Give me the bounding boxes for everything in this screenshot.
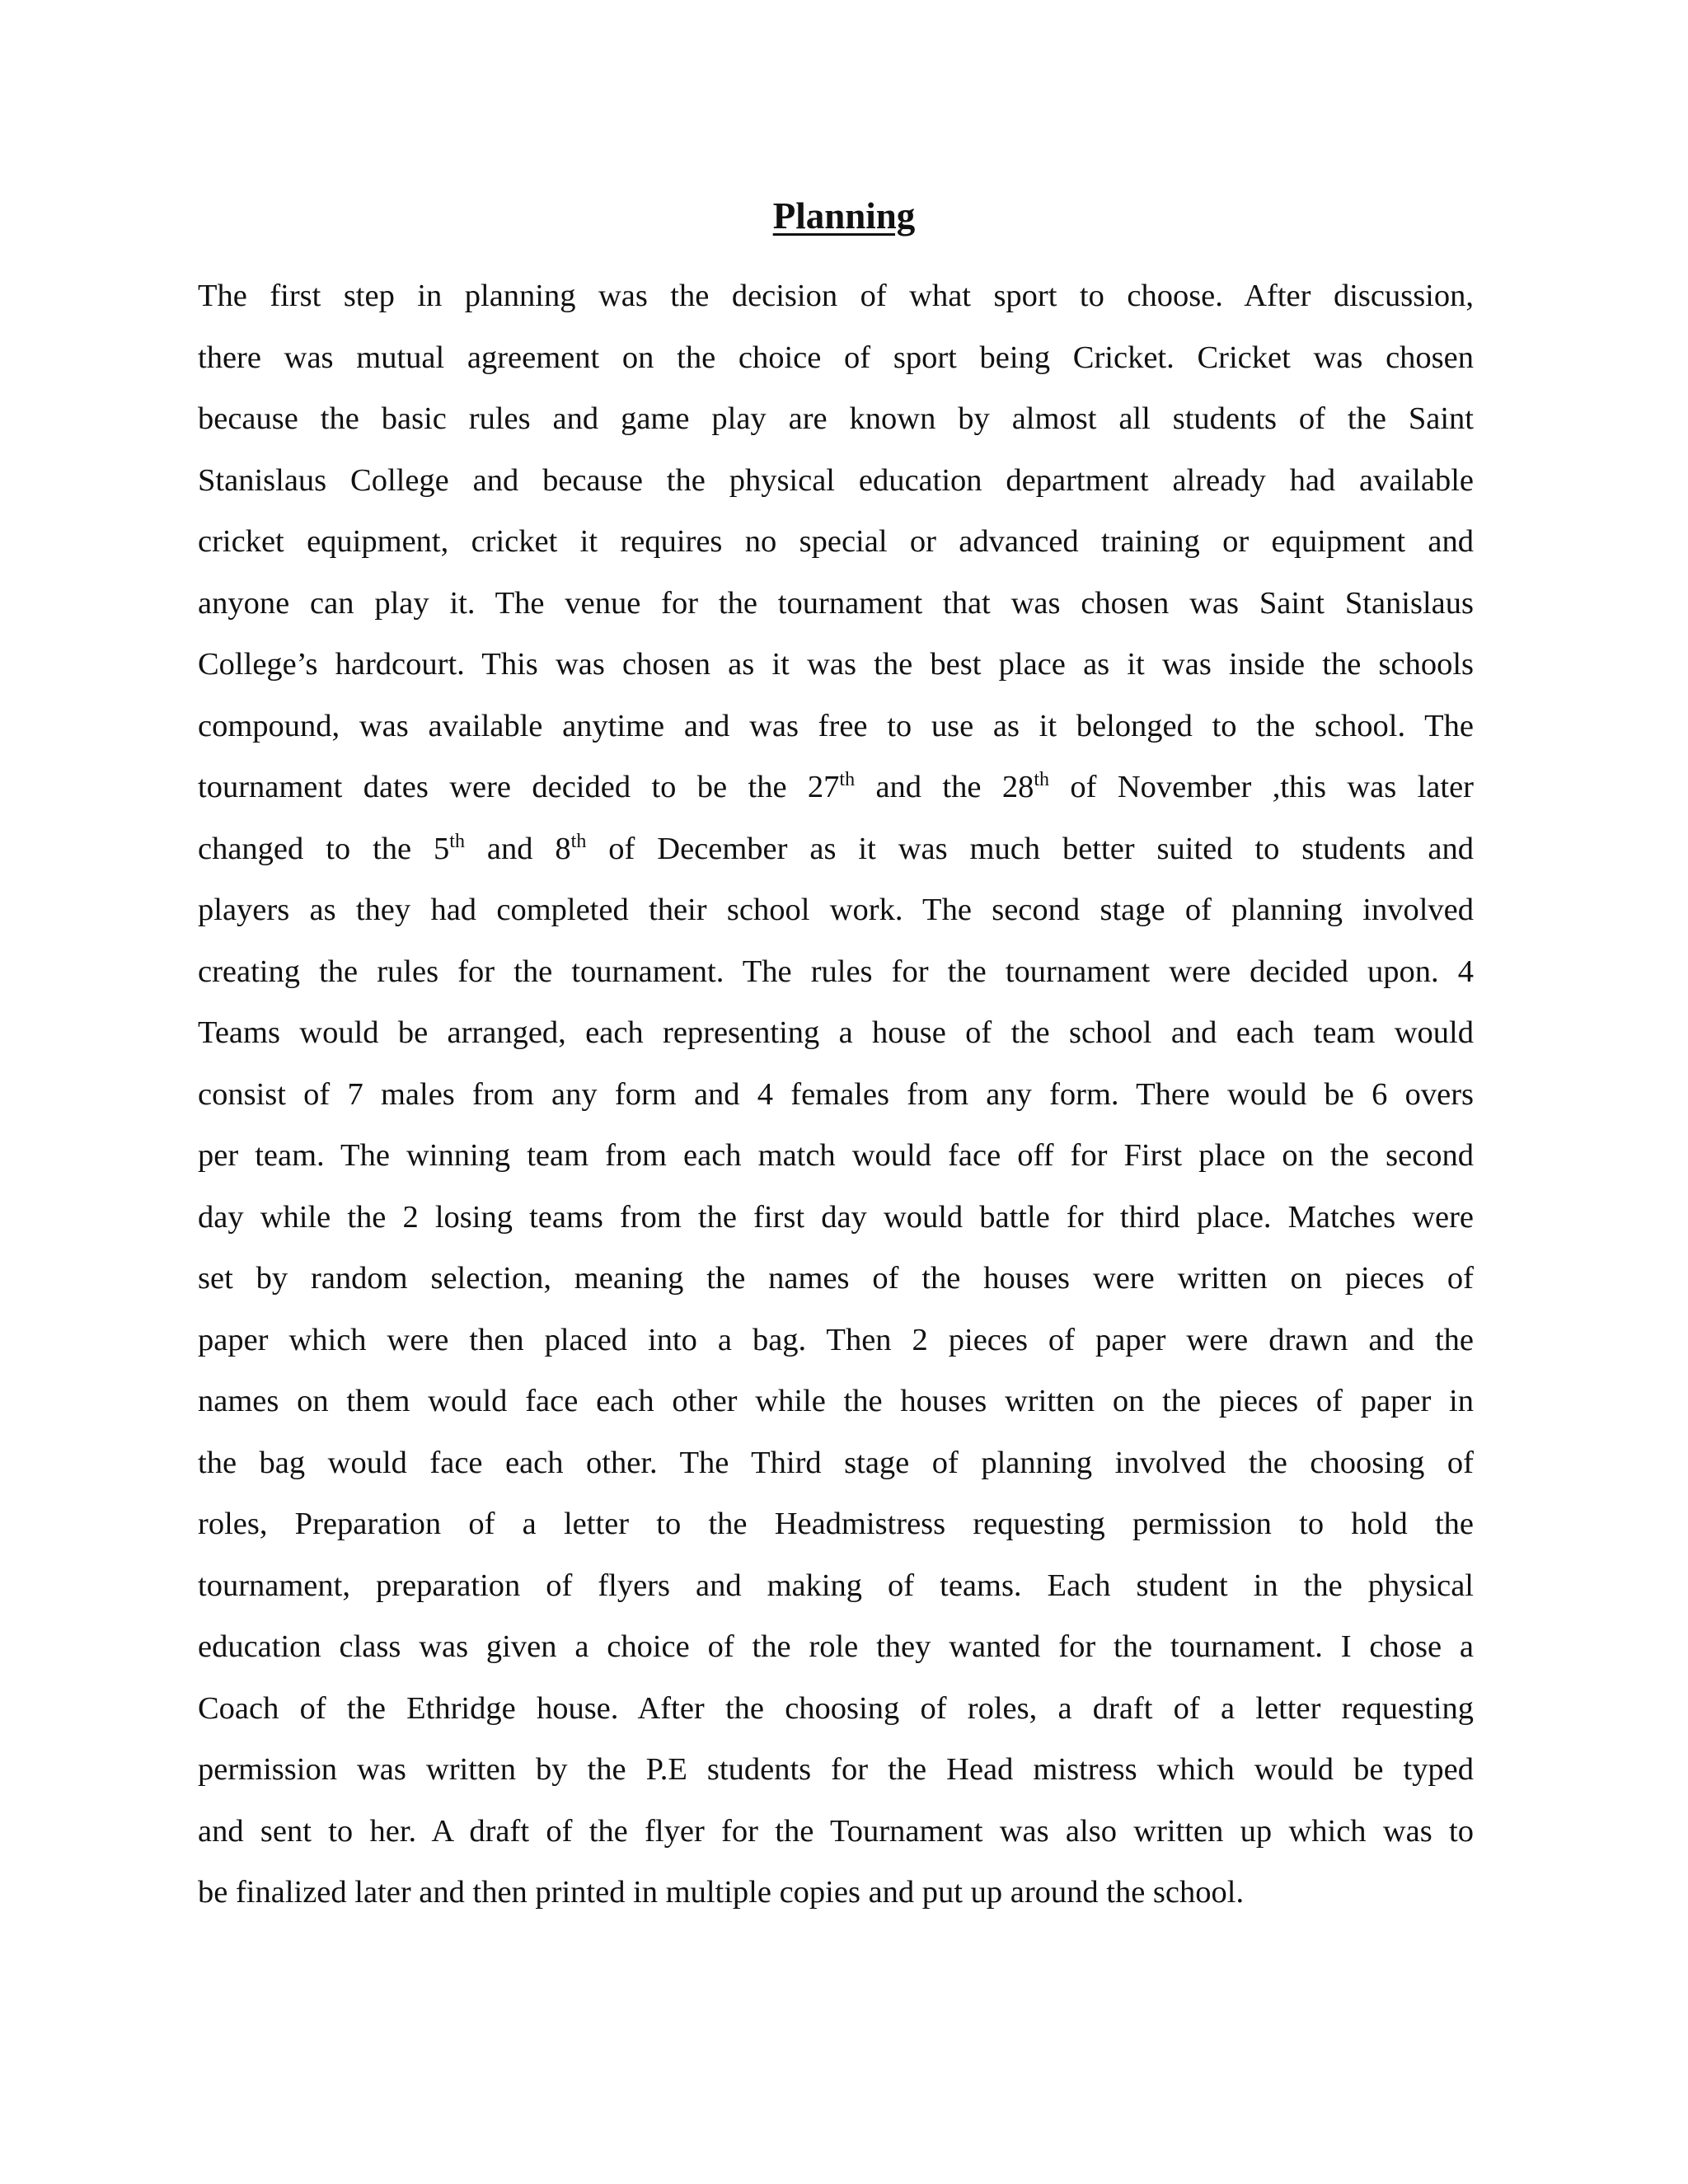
text-fragment: and 8 bbox=[464, 831, 571, 866]
text-fragment: and the 28 bbox=[855, 770, 1034, 804]
text-fragment: of November ,this was later bbox=[1049, 770, 1474, 804]
text-line: because the basic rules and game play are known by almost all students of the Saint bbox=[198, 401, 1474, 436]
text-line: anyone can play it. The venue for the tournament that was chosen was Saint Stanislaus bbox=[198, 585, 1474, 621]
text-line: there was mutual agreement on the choice of sport being Cricket. Cricket was chosen bbox=[198, 340, 1474, 375]
text-line: The first step in planning was the decision of what sport to choose. After discussion, bbox=[198, 279, 1474, 313]
text-line: paper which were then placed into a bag. Then 2 pieces of paper were drawn and the bbox=[198, 1322, 1474, 1357]
text-line-dates-changed bbox=[198, 818, 1474, 880]
text-fragment: tournament dates were decided to be the 27 bbox=[198, 770, 840, 804]
text-line: set by random selection, meaning the names of the houses were written on pieces of bbox=[198, 1261, 1474, 1296]
text-line: creating the rules for the tournament. The rules for the tournament were decided upon. 4 bbox=[198, 954, 1474, 989]
text-line: compound, was available anytime and was free to use as it belonged to the school. The bbox=[198, 708, 1474, 743]
text-line-last: be finalized later and then printed in multiple copies and put up around the school. bbox=[198, 1875, 1245, 1910]
text-line: per team. The winning team from each match would face off for First place on the second bbox=[198, 1138, 1474, 1173]
text-fragment: changed to the 5 bbox=[198, 831, 450, 866]
text-line: College’s hardcourt. This was chosen as it was the best place as it was inside the schools bbox=[198, 647, 1474, 682]
ordinal-suffix: th bbox=[1034, 769, 1050, 790]
text-line: names on them would face each other while the houses written on the pieces of paper in bbox=[198, 1384, 1474, 1418]
text-line: and sent to her. A draft of the flyer for the Tournament was also written up which was to bbox=[198, 1813, 1474, 1849]
text-line: Teams would be arranged, each representing a house of the school and each team would bbox=[198, 1015, 1474, 1050]
text-line: players as they had completed their school work. The second stage of planning involved bbox=[198, 893, 1474, 927]
ordinal-suffix: th bbox=[449, 830, 465, 852]
text-line: tournament, preparation of flyers and making of teams. Each student in the physical bbox=[198, 1568, 1474, 1603]
text-line: day while the 2 losing teams from the first day would battle for third place. Matches were bbox=[198, 1199, 1474, 1235]
text-line: roles, Preparation of a letter to the Headmistress requesting permission to hold the bbox=[198, 1507, 1474, 1541]
body-paragraph bbox=[198, 265, 1474, 1924]
text-line: Coach of the Ethridge house. After the choosing of roles, a draft of a letter requesting bbox=[198, 1690, 1474, 1726]
ordinal-suffix: th bbox=[839, 769, 856, 790]
page-title: Planning bbox=[772, 195, 916, 237]
text-fragment: of December as it was much better suited to students and bbox=[586, 831, 1475, 866]
text-line: the bag would face each other. The Third stage of planning involved the choosing of bbox=[198, 1445, 1474, 1480]
text-line: permission was written by the P.E students for the Head mistress which would be typed bbox=[198, 1752, 1474, 1787]
ordinal-suffix: th bbox=[570, 830, 587, 852]
text-line: education class was given a choice of the role they wanted for the tournament. I chose a bbox=[198, 1629, 1474, 1664]
text-line: consist of 7 males from any form and 4 females from any form. There would be 6 overs bbox=[198, 1076, 1474, 1112]
text-line: Stanislaus College and because the physical education department already had available bbox=[198, 462, 1474, 498]
text-line: cricket equipment, cricket it requires no special or advanced training or equipment and bbox=[198, 524, 1474, 559]
text-line-dates bbox=[198, 757, 1474, 818]
